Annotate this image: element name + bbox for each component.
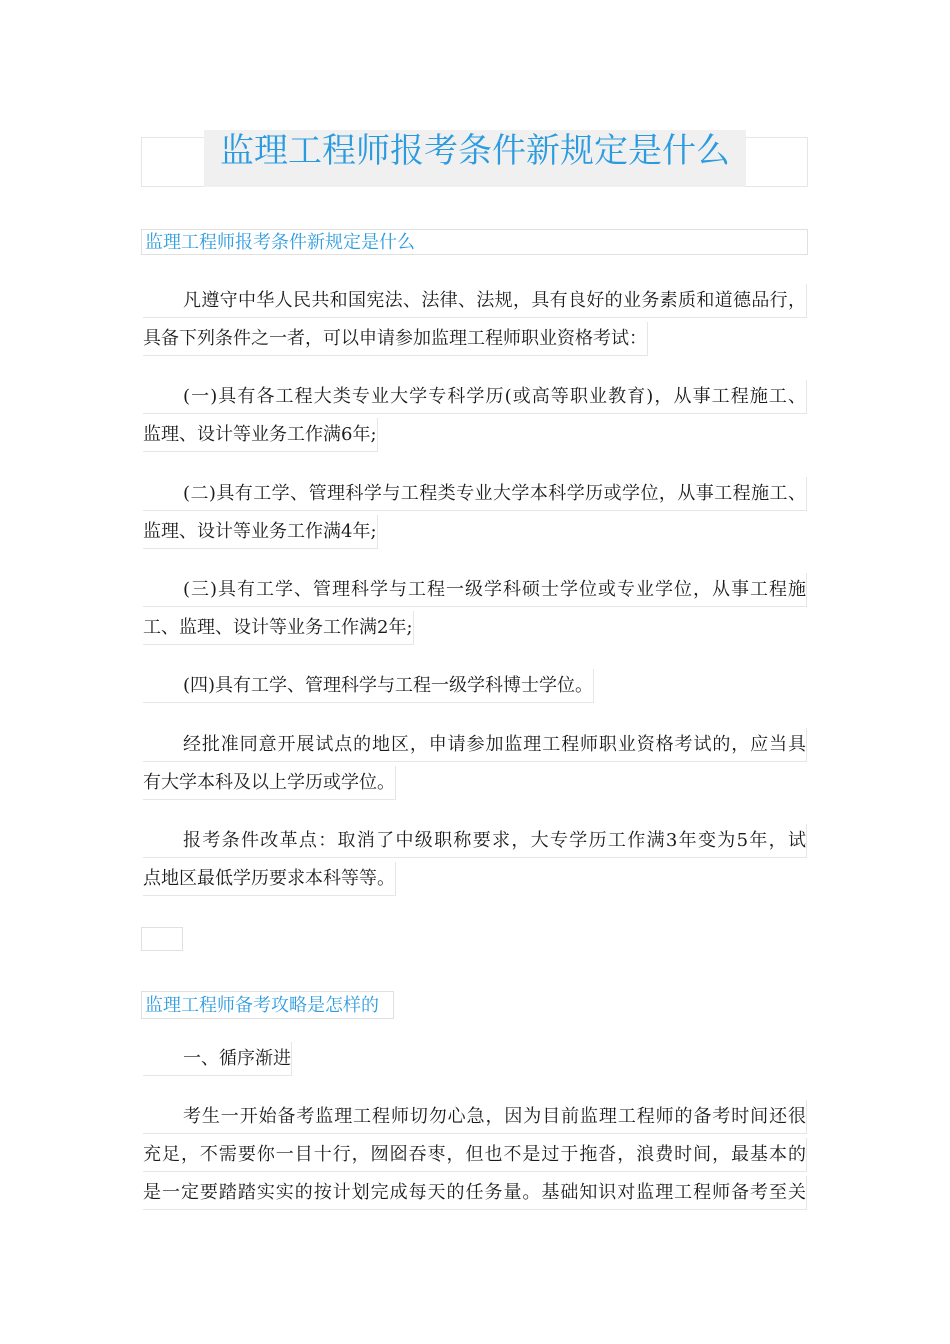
empty-paragraph-box: [141, 927, 183, 951]
paragraph-line: 考生一开始备考监理工程师切勿心急，因为目前监理工程师的备考时间还很: [143, 1100, 807, 1134]
paragraph-line: 工、监理、设计等业务工作满2年;: [143, 611, 414, 645]
paragraph-line: (四)具有工学、管理科学与工程一级学科博士学位。: [143, 669, 594, 703]
paragraph-line: 充足，不需要你一目十行，囫囵吞枣，但也不是过于拖沓，浪费时间，最基本的: [143, 1138, 807, 1172]
paragraph-line: (三)具有工学、管理科学与工程一级学科硕士学位或专业学位，从事工程施: [143, 573, 807, 607]
paragraph-line: 经批准同意开展试点的地区，申请参加监理工程师职业资格考试的，应当具: [143, 728, 807, 762]
section-heading-study-tips: 监理工程师备考攻略是怎样的: [141, 991, 394, 1019]
section-heading-requirements: 监理工程师报考条件新规定是什么: [141, 229, 808, 255]
paragraph-line: 监理、设计等业务工作满6年;: [143, 418, 378, 452]
paragraph-line: (一)具有各工程大类专业大学专科学历(或高等职业教育)，从事工程施工、: [143, 380, 807, 414]
paragraph-line: 凡遵守中华人民共和国宪法、法律、法规，具有良好的业务素质和道德品行，: [143, 284, 807, 318]
subheading-line: 一、循序渐进: [143, 1042, 292, 1076]
document-title: 监理工程师报考条件新规定是什么: [204, 130, 746, 187]
paragraph-line: (二)具有工学、管理科学与工程类专业大学本科学历或学位，从事工程施工、: [143, 477, 807, 511]
paragraph-line: 有大学本科及以上学历或学位。: [143, 766, 396, 800]
paragraph-line: 点地区最低学历要求本科等等。: [143, 862, 396, 896]
paragraph-line: 具备下列条件之一者，可以申请参加监理工程师职业资格考试：: [143, 322, 648, 356]
paragraph-line: 报考条件改革点：取消了中级职称要求，大专学历工作满3年变为5年，试: [143, 824, 807, 858]
paragraph-line: 监理、设计等业务工作满4年;: [143, 515, 378, 549]
paragraph-line: 是一定要踏踏实实的按计划完成每天的任务量。基础知识对监理工程师备考至关: [143, 1176, 807, 1210]
